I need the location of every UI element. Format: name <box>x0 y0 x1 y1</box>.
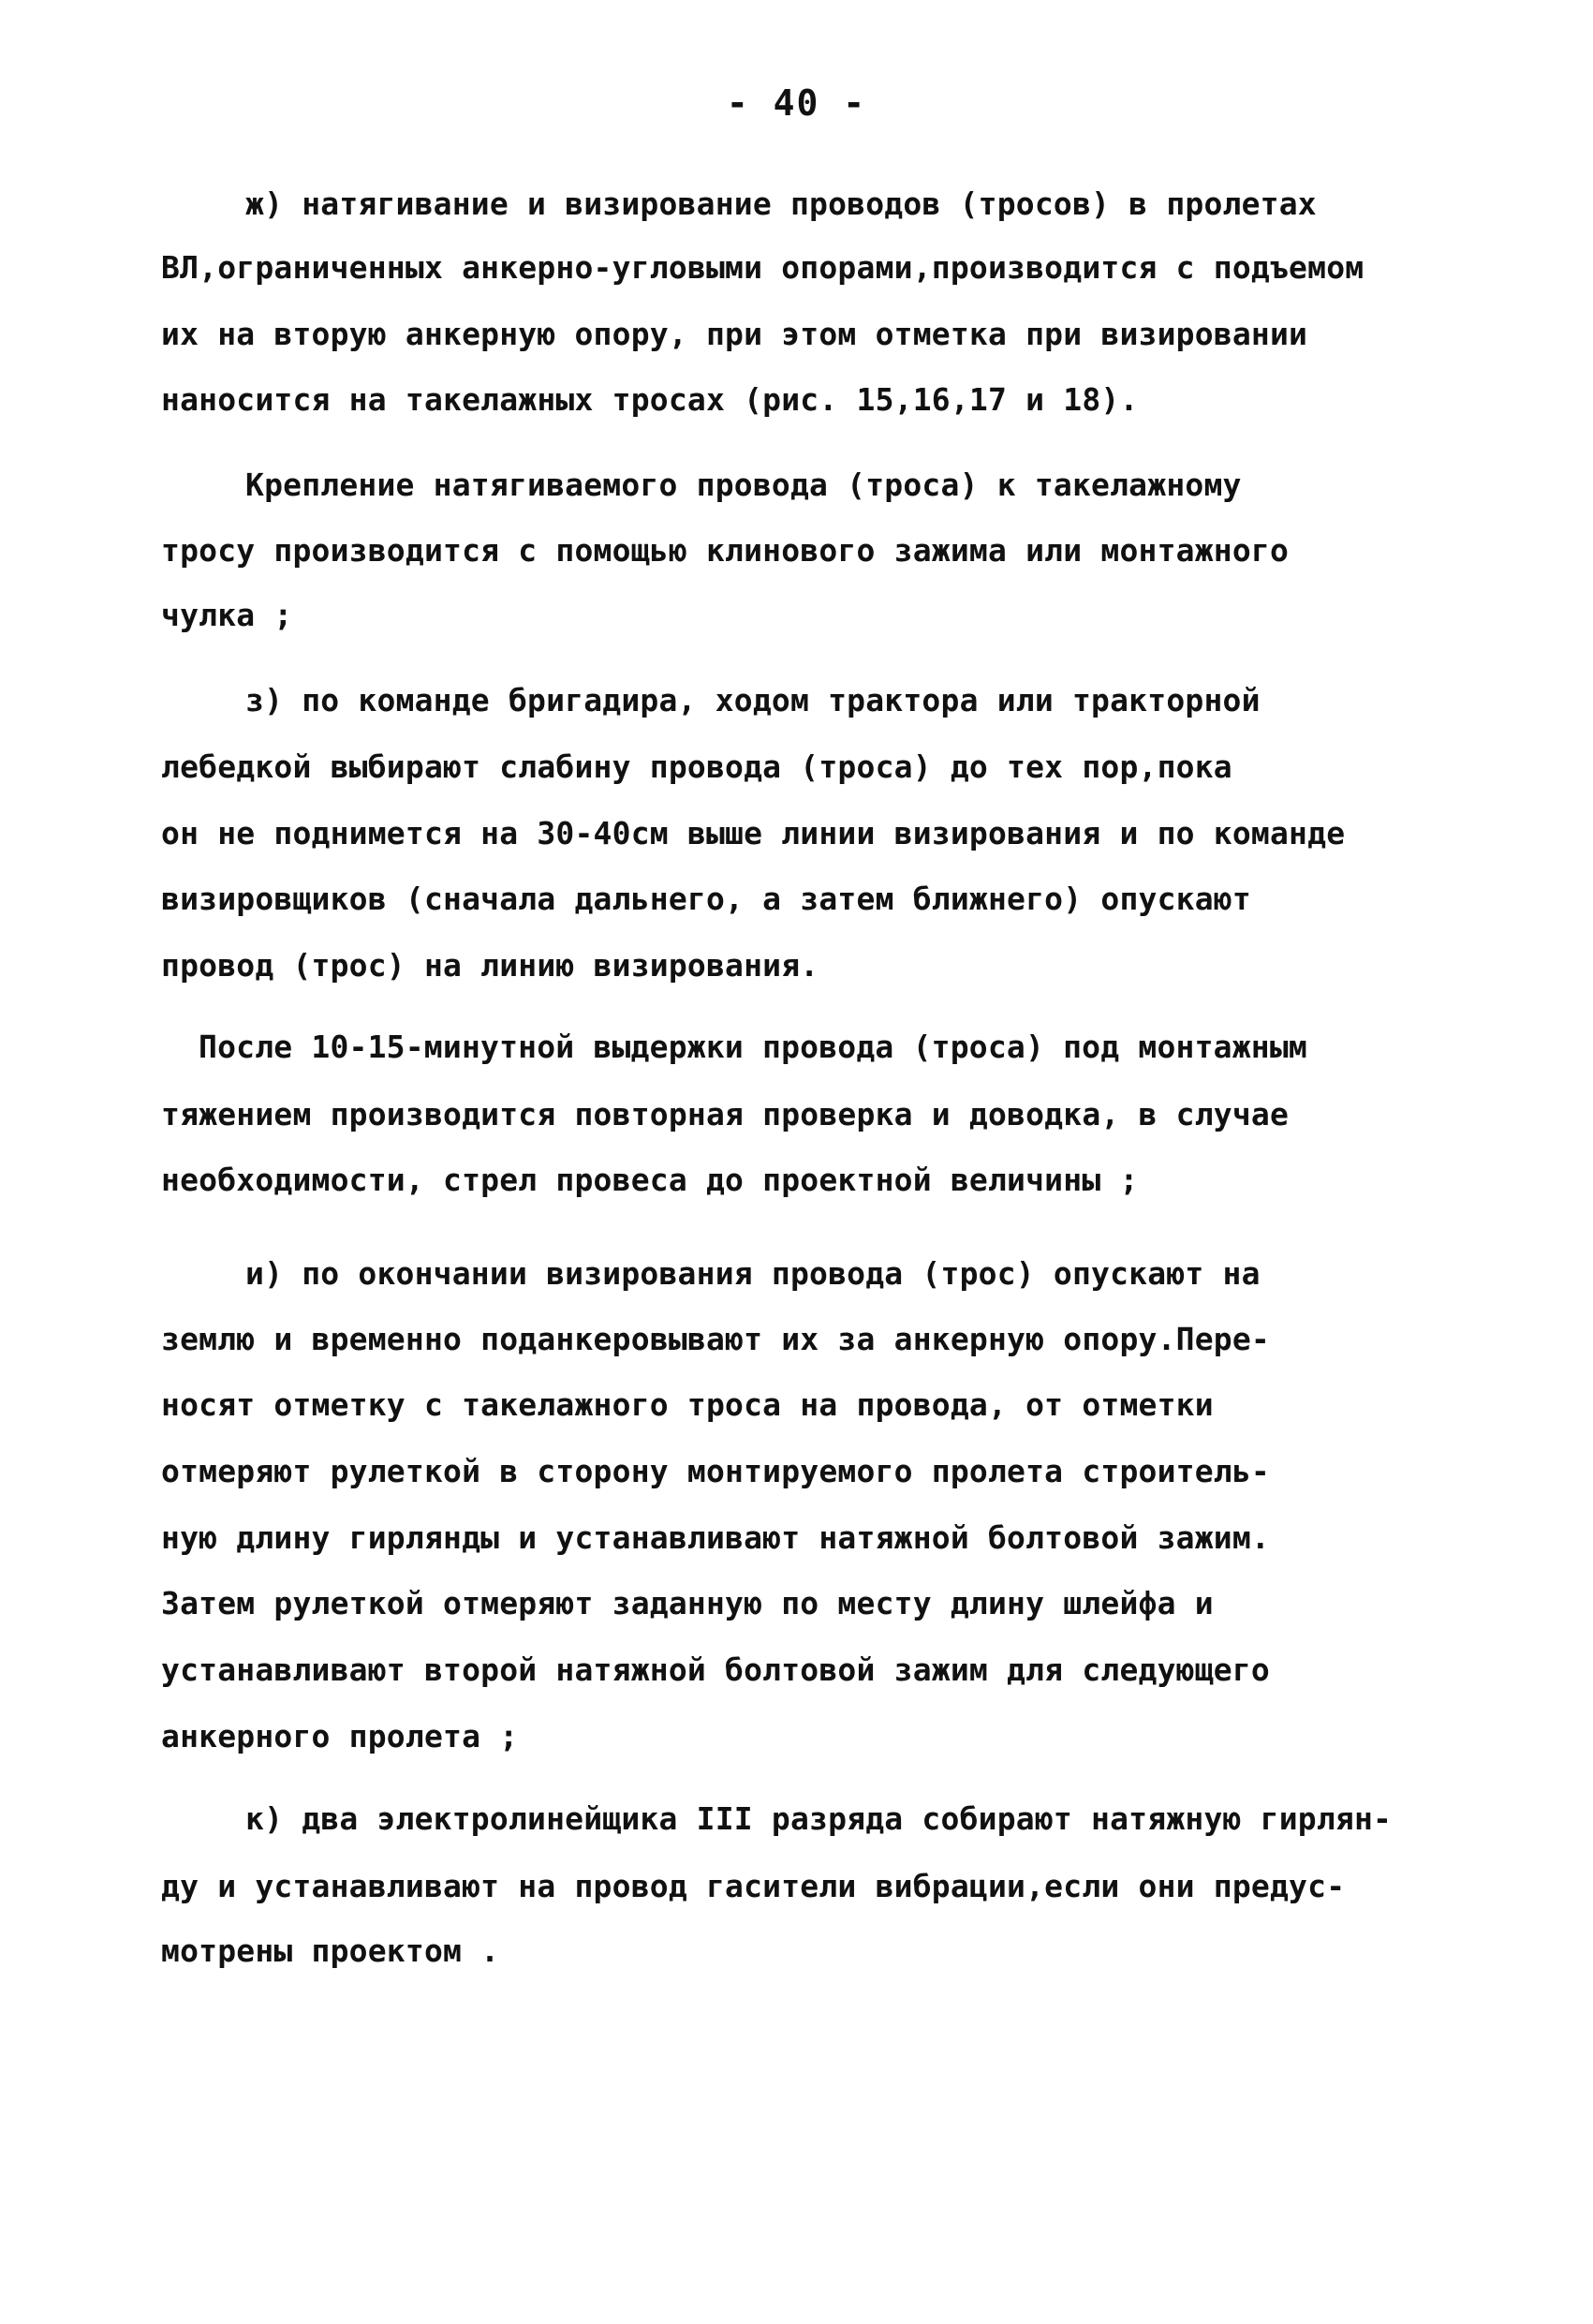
text-line: з) по команде бригадира, ходом трактора или тракторной <box>245 682 1261 718</box>
text-line: ВЛ,ограниченных анкерно-угловыми опорами,производится с подъемом <box>161 249 1364 286</box>
text-line: визировщиков (сначала дальнего, а затем ближнего) опускают <box>161 881 1251 917</box>
text-line: он не поднимется на 30-40см выше линии визирования и по команде <box>161 815 1346 851</box>
text-line: ж) натягивание и визирование проводов (тросов) в пролетах <box>245 185 1317 222</box>
text-line: к) два электролинейщика III разряда собирают натяжную гирлян- <box>245 1800 1393 1837</box>
text-line: провод (трос) на линию визирования. <box>161 947 819 984</box>
text-line: Затем рулеткой отмеряют заданную по месту длину шлейфа и <box>161 1585 1214 1621</box>
text-line: носят отметку с такелажного троса на провода, от отметки <box>161 1386 1214 1423</box>
text-line: лебедкой выбирают слабину провода (троса) до тех пор,пока <box>161 748 1232 785</box>
page-number: - 40 - <box>726 82 867 124</box>
text-line: наносится на такелажных тросах (рис. 15,16,17 и 18). <box>161 381 1139 418</box>
text-line: анкерного пролета ; <box>161 1718 519 1754</box>
text-line: землю и временно поданкеровывают их за анкерную опору.Пере- <box>161 1321 1270 1357</box>
text-line: ду и устанавливают на провод гасители вибрации,если они предус- <box>161 1868 1346 1904</box>
text-line: тяжением производится повторная проверка и доводка, в случае <box>161 1096 1290 1132</box>
text-line: ную длину гирлянды и устанавливают натяжной болтовой зажим. <box>161 1519 1270 1556</box>
text-line: их на вторую анкерную опору, при этом отметка при визировании <box>161 316 1308 352</box>
text-line: Крепление натягиваемого провода (троса) к такелажному <box>245 466 1242 503</box>
text-line: тросу производится с помощью клинового зажима или монтажного <box>161 532 1290 569</box>
text-line: чулка ; <box>161 597 293 633</box>
text-line: и) по окончании визирования провода (трос) опускают на <box>245 1255 1261 1292</box>
text-line: устанавливают второй натяжной болтовой зажим для следующего <box>161 1651 1270 1688</box>
text-line: необходимости, стрел провеса до проектной величины ; <box>161 1162 1139 1198</box>
text-line: отмеряют рулеткой в сторону монтируемого пролета строитель- <box>161 1453 1270 1489</box>
text-line: После 10-15-минутной выдержки провода (троса) под монтажным <box>199 1029 1307 1065</box>
text-line: мотрены проектом . <box>161 1932 500 1969</box>
